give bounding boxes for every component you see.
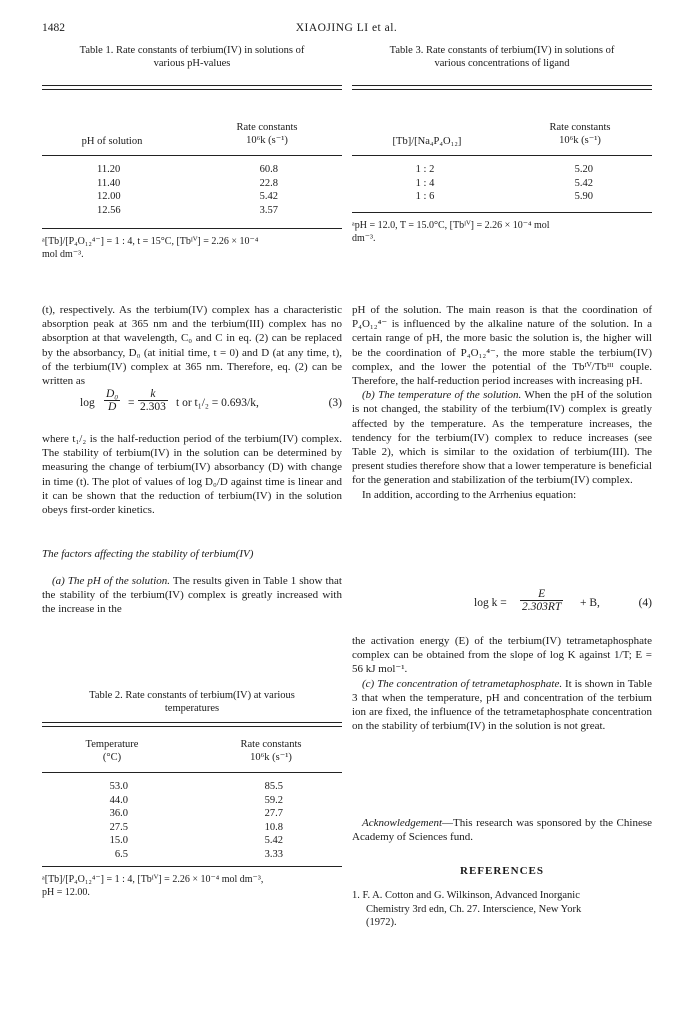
eq3-rest: t or t₁/₂ = 0.693/k, bbox=[176, 397, 259, 409]
eq3-frac2-denominator: 2.303 bbox=[140, 401, 166, 413]
eq4-left: log k = bbox=[474, 597, 507, 609]
paragraph: the activation energy (E) of the terbium(IV) tetrametaphosphate complex can be obtained from the slope of log K against 1/T; E = 56 kJ mol⁻¹. bbox=[352, 635, 652, 676]
eq3-fraction2 bbox=[138, 388, 168, 413]
para-label: (c) The concentration of tetrametaphosphate. bbox=[362, 677, 563, 690]
table2-caption-line2: temperatures bbox=[164, 703, 220, 714]
ack-text: —This research was sponsored by the Chinese Academy of Sciences fund. bbox=[352, 817, 652, 844]
table2-col1 bbox=[78, 780, 128, 861]
table2-col2-header-line2: 10⁶k (s⁻¹) bbox=[250, 752, 292, 763]
table3-footnote-line2: dm⁻³. bbox=[352, 232, 376, 244]
table-cell: 1 : 2 bbox=[415, 164, 435, 175]
table-cell: 15.0 bbox=[109, 835, 128, 846]
eq4-number: (4) bbox=[638, 597, 652, 609]
left-column-para2 bbox=[42, 432, 342, 517]
table3-col2-header bbox=[510, 121, 650, 147]
table3-header-rule bbox=[352, 155, 652, 156]
table1-caption-line1: Table 1. Rate constants of terbium(IV) in solutions of bbox=[79, 45, 305, 56]
para-text: When the pH of the solution is not changed, the stability of the terbium(IV) complex is greatly affected by the temperature. As the temperature increases, the tendency for the terbium(IV) complex to reduce increases (see Table 2), which is similar to the oxidation of terbium(III). The present studies therefore show that a lower temperature is beneficial for the generation and stabilization of the terbium(IV) complex. bbox=[352, 389, 652, 487]
table1-col2-header bbox=[192, 121, 342, 147]
table-cell: 53.0 bbox=[109, 781, 128, 792]
table2-caption bbox=[42, 689, 342, 715]
table3-col1 bbox=[400, 163, 450, 204]
table1-footnote-line2: mol dm⁻³. bbox=[42, 248, 84, 260]
table-cell: 59.2 bbox=[264, 794, 283, 806]
table3-top-rule bbox=[352, 85, 652, 86]
reference-line: (1972). bbox=[366, 917, 397, 928]
eq3-equals: = bbox=[128, 397, 135, 409]
left-column-para1 bbox=[42, 303, 342, 388]
table3-footnote bbox=[352, 220, 654, 245]
table2-footnote-line1: ᵃ[Tb]/[P₄O₁₂⁴⁻] = 1 : 4, [Tbᴵⱽ] = 2.26 × 10⁻⁴ mol dm⁻³, bbox=[42, 874, 264, 885]
table-cell: 11.20 bbox=[97, 164, 121, 175]
table1-top-rule-2 bbox=[42, 89, 342, 90]
table3-caption-line1: Table 3. Rate constants of terbium(IV) in solutions of bbox=[389, 45, 615, 56]
para-label: (b) The temperature of the solution. bbox=[362, 389, 522, 402]
table3-col2-header-line1: Rate constants bbox=[549, 122, 611, 133]
page-number: 1482 bbox=[42, 22, 65, 34]
equation-4 bbox=[352, 588, 652, 622]
left-column-para3 bbox=[42, 574, 342, 617]
table2-header-rule bbox=[42, 772, 342, 773]
eq4-right: + B, bbox=[580, 597, 600, 609]
table2-col1-header-line2: (°C) bbox=[102, 752, 122, 763]
table-cell: 5.90 bbox=[574, 191, 593, 202]
table3-caption bbox=[352, 44, 652, 70]
table-cell: 36.0 bbox=[109, 808, 128, 819]
table-cell: 27.7 bbox=[264, 808, 283, 819]
table-cell: 3.33 bbox=[264, 848, 283, 860]
section-heading: The factors affecting the stability of terbium(IV) bbox=[42, 548, 254, 560]
right-column-body bbox=[352, 303, 652, 502]
table-cell: 12.56 bbox=[97, 204, 121, 216]
table1-caption-line2: various pH-values bbox=[153, 58, 231, 69]
table3-col1-header: [Tb]/[Na₄P₄O₁₂] bbox=[392, 136, 462, 147]
paragraph: (t), respectively. As the terbium(IV) complex has a characteristic absorption peak at 365 nm and the terbium(III) complex has no absorption at that wavelength, C₀ and C in eq. (2) can be replaced by the absorbancy, D₀ (at initial time, t = 0) and D (at any time, t), of the terbium(IV) complex at 365 nm. Therefore, eq. (2) can be written as bbox=[42, 304, 342, 388]
table1-bottom-rule bbox=[42, 228, 342, 229]
eq4-fraction bbox=[520, 588, 563, 613]
table2-top-rule bbox=[42, 722, 342, 723]
eq4-numerator: E bbox=[520, 588, 563, 601]
table-cell: 44.0 bbox=[109, 794, 128, 806]
eq3-frac1-numerator: D₀ bbox=[106, 388, 119, 400]
table3-bottom-rule bbox=[352, 212, 652, 213]
table2-footnote-line2: pH = 12.00. bbox=[42, 886, 90, 898]
table1-col2 bbox=[238, 163, 278, 217]
table2-caption-line1: Table 2. Rate constants of terbium(IV) at various bbox=[89, 690, 295, 701]
table-cell: 5.20 bbox=[574, 164, 593, 175]
paragraph bbox=[352, 677, 652, 734]
paragraph bbox=[352, 388, 652, 487]
reference-1 bbox=[352, 889, 652, 930]
table-cell: 12.00 bbox=[97, 191, 121, 202]
acknowledgement bbox=[352, 816, 652, 844]
table3-caption-line2: various concentrations of ligand bbox=[434, 58, 570, 69]
paragraph: where t₁/₂ is the half-reduction period of the terbium(IV) complex. The stability of terbium(IV) in the solution can be determined by measuring the change of terbium(IV) absorbancy (D) with change in time (t). The plot of values of log D₀/D against time is linear and it can be shown that the reduction of terbium(IV) in the solution obeys first-order kinetics. bbox=[42, 433, 342, 517]
para-label: (a) The pH of the solution. bbox=[52, 575, 171, 587]
table-cell: 11.40 bbox=[97, 177, 121, 189]
eq4-denominator: 2.303RT bbox=[522, 601, 562, 613]
table1-footnote-line1: ᵃ[Tb]/[P₄O₁₂⁴⁻] = 1 : 4, t = 15°C, [Tbᴵⱽ] = 2.26 × 10⁻⁴ bbox=[42, 236, 259, 247]
table1-col2-header-line1: Rate constants bbox=[236, 122, 298, 133]
table-cell: 1 : 4 bbox=[415, 177, 435, 189]
table-cell: 85.5 bbox=[264, 781, 283, 792]
table2-top-rule-2 bbox=[42, 726, 342, 727]
table3-col2 bbox=[553, 163, 593, 204]
table3-col2-header-line2: 10⁶k (s⁻¹) bbox=[559, 135, 601, 146]
eq3-log: log bbox=[80, 397, 95, 409]
table-cell: 22.8 bbox=[259, 177, 278, 189]
table2-col2 bbox=[243, 780, 283, 861]
table-cell: 5.42 bbox=[264, 835, 283, 846]
table1-col2-header-line2: 10⁶k (s⁻¹) bbox=[246, 135, 288, 146]
table2-footnote bbox=[42, 874, 347, 899]
table3-top-rule-2 bbox=[352, 89, 652, 90]
table2-col1-header-line1: Temperature bbox=[85, 739, 139, 750]
table-cell: 5.42 bbox=[259, 191, 278, 202]
paragraph: pH of the solution. The main reason is that the coordination of P₄O₁₂⁴⁻ is influenced by the alkaline nature of the solution. In a certain range of pH, the more basic the solution is, the higher will be the coordination of P₄O₁₂⁴⁻, the more stable the terbium(IV) complex, and the lower the potential of the Tbᴵⱽ/Tbᴵᴵᴵ couple. Therefore, the half-reduction period increases with increasing pH. bbox=[352, 304, 652, 388]
table1-caption bbox=[42, 44, 342, 70]
table1-top-rule bbox=[42, 85, 342, 86]
eq3-frac2-numerator: k bbox=[138, 388, 168, 401]
table1-footnote bbox=[42, 236, 347, 261]
eq3-fraction1 bbox=[104, 388, 120, 413]
table2-col2-header-line1: Rate constants bbox=[240, 739, 302, 750]
reference-line: 1. F. A. Cotton and G. Wilkinson, Advanced Inorganic bbox=[352, 890, 580, 901]
table-cell: 1 : 6 bbox=[415, 191, 435, 202]
table1-header-rule bbox=[42, 155, 342, 156]
para-text: It is shown in Table 3 that when the temperature, pH and concentration of the terbium ion are fixed, the influence of the tetrametaphosphate concentration on the stability of terbium(IV) in the solution is not great. bbox=[352, 677, 652, 733]
eq3-frac1-denominator: D bbox=[108, 401, 117, 413]
para-text: The results given in Table 1 show that the stability of the terbium(IV) complex is greatly increased with the increase in the bbox=[42, 575, 342, 616]
table2-col2-header bbox=[200, 738, 342, 764]
table-cell: 5.42 bbox=[574, 177, 593, 189]
right-column-body-2 bbox=[352, 634, 652, 733]
table-cell: 6.5 bbox=[114, 848, 128, 860]
table3-footnote-line1: ᵃpH = 12.0, T = 15.0°C, [Tbᴵⱽ] = 2.26 × 10⁻⁴ mol bbox=[352, 220, 550, 231]
table-cell: 10.8 bbox=[264, 821, 283, 833]
table2-bottom-rule bbox=[42, 866, 342, 867]
table2-col1-header bbox=[42, 738, 182, 764]
table-cell: 27.5 bbox=[109, 821, 128, 833]
eq3-number: (3) bbox=[328, 397, 342, 409]
equation-3 bbox=[80, 388, 342, 422]
reference-line: Chemistry 3rd edn, Ch. 27. Interscience, New York bbox=[366, 903, 582, 915]
table1-col1-header: pH of solution bbox=[81, 136, 143, 147]
running-title: XIAOJING LI et al. bbox=[295, 22, 398, 34]
paragraph: In addition, according to the Arrhenius equation: bbox=[362, 488, 577, 501]
table1-col1 bbox=[97, 163, 147, 217]
table-cell: 60.8 bbox=[259, 164, 278, 175]
references-title: REFERENCES bbox=[460, 865, 544, 877]
table-cell: 3.57 bbox=[259, 204, 278, 216]
ack-label: Acknowledgement bbox=[362, 817, 443, 829]
